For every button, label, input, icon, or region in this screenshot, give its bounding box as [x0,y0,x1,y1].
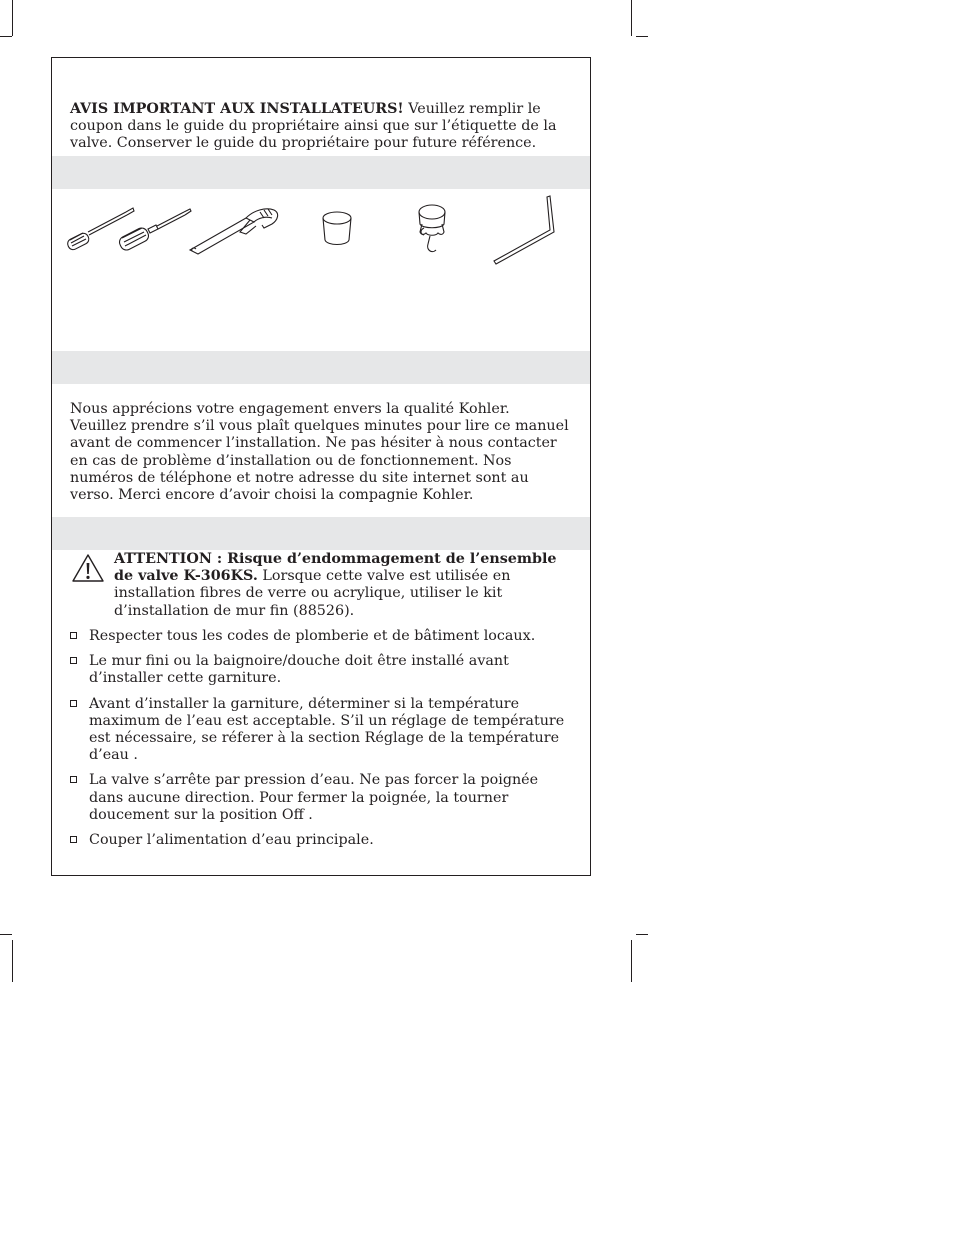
list-item [70,628,570,645]
list-item [70,653,570,687]
crop-mark [631,0,632,36]
intro-paragraph: Nous apprécions votre engagement envers la qualité Kohler. Veuillez prendre s’il vous plaît quelques minutes pour lire ce manuel avant de commencer l’installation. Ne pas hésiter à nous contacter en cas de problème d’installation ou de fonctionnement. Nos numéros de téléphone et notre adresse du site internet sont au verso. Merci encore d’avoir choisi la compagnie Kohler. [70,401,569,504]
crop-mark [631,940,632,982]
crop-mark [0,934,12,935]
list-item-text: Respecter tous les codes de plomberie et de bâtiment locaux. [89,628,536,644]
section-band-before [52,517,590,550]
checkbox-bullet-icon [70,657,77,664]
crop-mark [12,940,13,982]
crop-mark [636,934,648,935]
list-item-text: Le mur fini ou la baignoire/douche doit être installé avant d’installer cette garniture. [89,653,509,687]
crop-mark [0,36,12,37]
notice-title: AVIS IMPORTANT AUX INSTALLATEURS! [70,101,404,117]
list-item [70,696,570,765]
notice-body: Veuillez remplir le coupon dans le guide du propriétaire ainsi que sur l’étiquette de la valve. Conserver le guide du propriétaire pour future référence. [70,101,557,152]
warning-icon [71,553,105,583]
list-item-text: Avant d’installer la garniture, déterminer si la température maximum de l’eau est acceptable. S’il un réglage de température est nécessaire, se réferer à la section Réglage de la température d’eau . [89,695,565,764]
stop-valve-icon [412,202,452,258]
section-band-tools [52,156,590,189]
tools-illustration [52,190,590,282]
list-item-text: Couper l’alimentation d’eau principale. [89,832,374,849]
pliers-icon [188,204,284,256]
checkbox-bullet-icon [70,632,77,639]
list-item [70,772,570,824]
list-item [70,832,570,849]
cap-icon [319,210,355,248]
caution-label: ATTENTION : Risque d’endommagement de l’ensemble de valve K-306KS. [114,551,557,585]
checkbox-bullet-icon [70,700,77,707]
preparation-list [70,628,570,857]
section-band-intro [52,351,590,384]
checkbox-bullet-icon [70,776,77,783]
phillips-screwdriver-icon [118,202,194,252]
crop-mark [636,36,648,37]
content-frame [51,57,591,876]
checkbox-bullet-icon [70,836,77,843]
crop-mark [12,0,13,36]
installer-notice [70,101,570,153]
hex-key-icon [488,194,558,266]
list-item-text: La valve s’arrête par pression d’eau. Ne pas forcer la poignée dans aucune direction. Pour fermer la poignée, la tourner doucement sur la position Off . [89,772,539,823]
caution-text [114,551,564,620]
caution-body: Lorsque cette valve est utilisée en installation fibres de verre ou acrylique, utiliser le kit d’installation de mur fin (88526). [114,568,511,619]
